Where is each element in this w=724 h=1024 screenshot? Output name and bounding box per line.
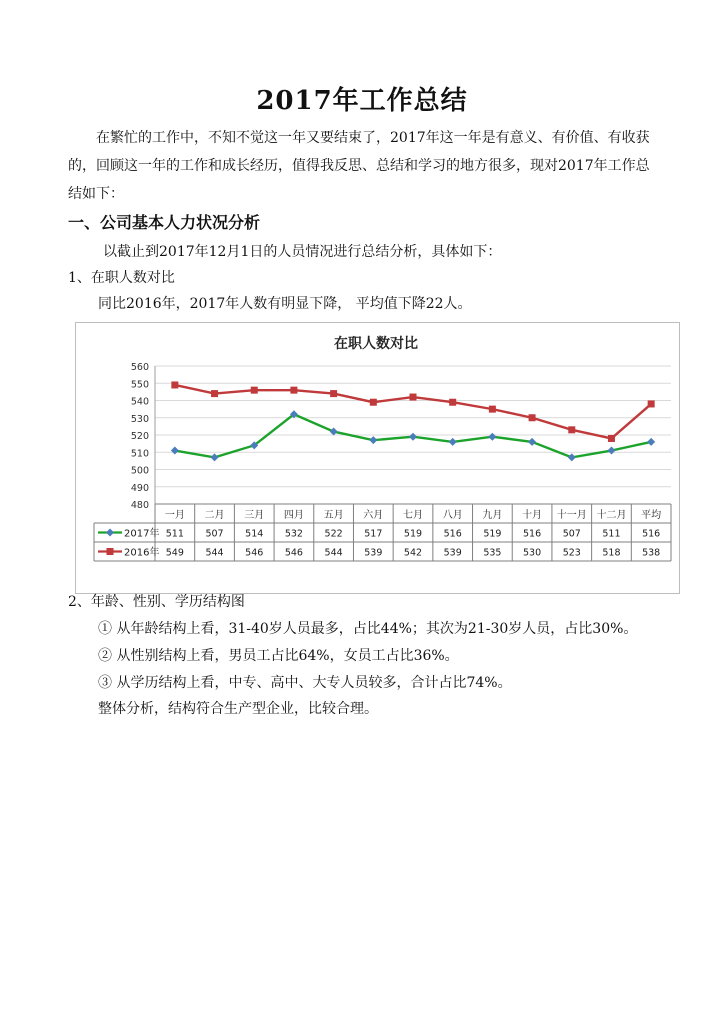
series-1-point [290, 387, 297, 394]
table-value: 519 [403, 528, 423, 540]
conclusion: 整体分析，结构符合生产型企业，比较合理。 [98, 701, 378, 717]
section1-intro: 以截止到2017年12月1日的人员情况进行总结分析，具体如下： [103, 244, 502, 260]
series-1-point [171, 381, 178, 388]
series-1-point [449, 399, 456, 406]
x-category-label: 平均 [641, 510, 662, 521]
series-0-point [449, 438, 457, 446]
series-0-point [528, 438, 536, 446]
chart-title: 在职人数对比 [334, 336, 418, 352]
x-category-label: 四月 [283, 510, 304, 521]
series-1-point [251, 387, 258, 394]
series-1-point [568, 426, 575, 433]
x-category-label: 二月 [204, 510, 225, 521]
table-value: 519 [483, 528, 502, 540]
y-tick-label: 480 [130, 500, 149, 511]
sub2-item-age: ① 从年龄结构上看，31-40岁人员最多，占比44%；其次为21-30岁人员，占比30%。 [98, 621, 638, 637]
table-value: 516 [523, 528, 542, 540]
series-0-point [369, 436, 377, 444]
table-value: 535 [483, 547, 502, 559]
table-value: 516 [642, 528, 661, 540]
section1-heading: 一、公司基本人力状况分析 [68, 213, 261, 232]
legend-label-0: 2017年 [124, 528, 160, 540]
sub2-item-gender: ② 从性别结构上看，男员工占比64%，女员工占比36%。 [98, 648, 459, 664]
table-value: 516 [443, 528, 462, 540]
chart-svg [76, 323, 679, 593]
series-1-point [608, 435, 615, 442]
series-line-1 [175, 385, 651, 438]
y-tick-label: 550 [130, 379, 149, 391]
table-value: 507 [205, 528, 224, 540]
series-1-point [648, 400, 655, 407]
legend-marker-1 [107, 548, 114, 555]
table-value: 518 [602, 547, 621, 559]
sub1-text: 同比2016年，2017年人数有明显下降， 平均值下降22人。 [98, 296, 472, 312]
y-tick-label: 510 [130, 448, 149, 460]
intro-paragraph: 在繁忙的工作中，不知不觉这一年又要结束了，2017年这一年是有意义、有价值、有收获的，回顾这一年的工作和成长经历，值得我反思、总结和学习的地方很多，现对2017年工作总结如下： [68, 130, 650, 202]
series-1-point [410, 394, 417, 401]
y-tick-label: 500 [130, 465, 149, 477]
series-0-point [607, 447, 615, 455]
series-0-point [171, 447, 179, 455]
table-value: 514 [245, 528, 264, 540]
table-value: 522 [324, 528, 343, 540]
series-0-point [488, 433, 496, 441]
y-tick-label: 560 [130, 362, 149, 373]
x-category-label: 十二月 [596, 510, 627, 521]
table-value: 517 [364, 528, 383, 540]
table-value: 544 [205, 547, 224, 559]
table-value: 546 [245, 547, 264, 559]
y-tick-label: 530 [130, 413, 149, 425]
legend-marker-0 [106, 529, 114, 537]
x-category-label: 六月 [363, 510, 384, 521]
x-category-label: 九月 [482, 510, 503, 521]
x-category-label: 一月 [164, 510, 185, 521]
table-value: 511 [602, 528, 621, 540]
y-tick-label: 520 [130, 431, 149, 442]
x-category-label: 八月 [442, 510, 463, 521]
series-1-point [529, 414, 536, 421]
x-category-label: 十一月 [556, 510, 587, 521]
x-category-label: 十月 [522, 510, 543, 521]
table-value: 544 [324, 547, 343, 559]
x-category-label: 三月 [244, 510, 265, 521]
table-value: 539 [443, 547, 462, 559]
table-value: 523 [562, 547, 581, 559]
table-value: 539 [364, 547, 383, 559]
table-value: 511 [165, 528, 184, 540]
x-category-label: 五月 [323, 510, 344, 521]
document-title: 2017年工作总结 [256, 86, 468, 116]
sub1-heading: 1、在职人数对比 [68, 270, 175, 286]
sub2-heading: 2、年龄、性别、学历结构图 [68, 594, 245, 610]
series-0-point [211, 453, 219, 461]
y-tick-label: 540 [130, 396, 149, 408]
series-0-point [647, 438, 655, 446]
series-1-point [370, 399, 377, 406]
table-value: 542 [403, 547, 423, 559]
series-0-point [568, 453, 576, 461]
headcount-chart [75, 322, 680, 594]
table-value: 549 [165, 547, 184, 559]
table-value: 530 [523, 547, 542, 559]
series-1-point [489, 406, 496, 413]
legend-label-1: 2016年 [124, 547, 160, 559]
series-0-point [409, 433, 417, 441]
x-category-label: 七月 [403, 510, 423, 521]
series-0-point [330, 428, 338, 436]
series-1-point [330, 390, 337, 397]
table-value: 532 [284, 528, 303, 540]
sub2-item-education: ③ 从学历结构上看，中专、高中、大专人员较多，合计占比74%。 [98, 675, 512, 691]
table-value: 507 [562, 528, 581, 540]
table-value: 538 [642, 547, 661, 559]
series-1-point [211, 390, 218, 397]
table-value: 546 [284, 547, 303, 559]
y-tick-label: 490 [130, 482, 149, 494]
